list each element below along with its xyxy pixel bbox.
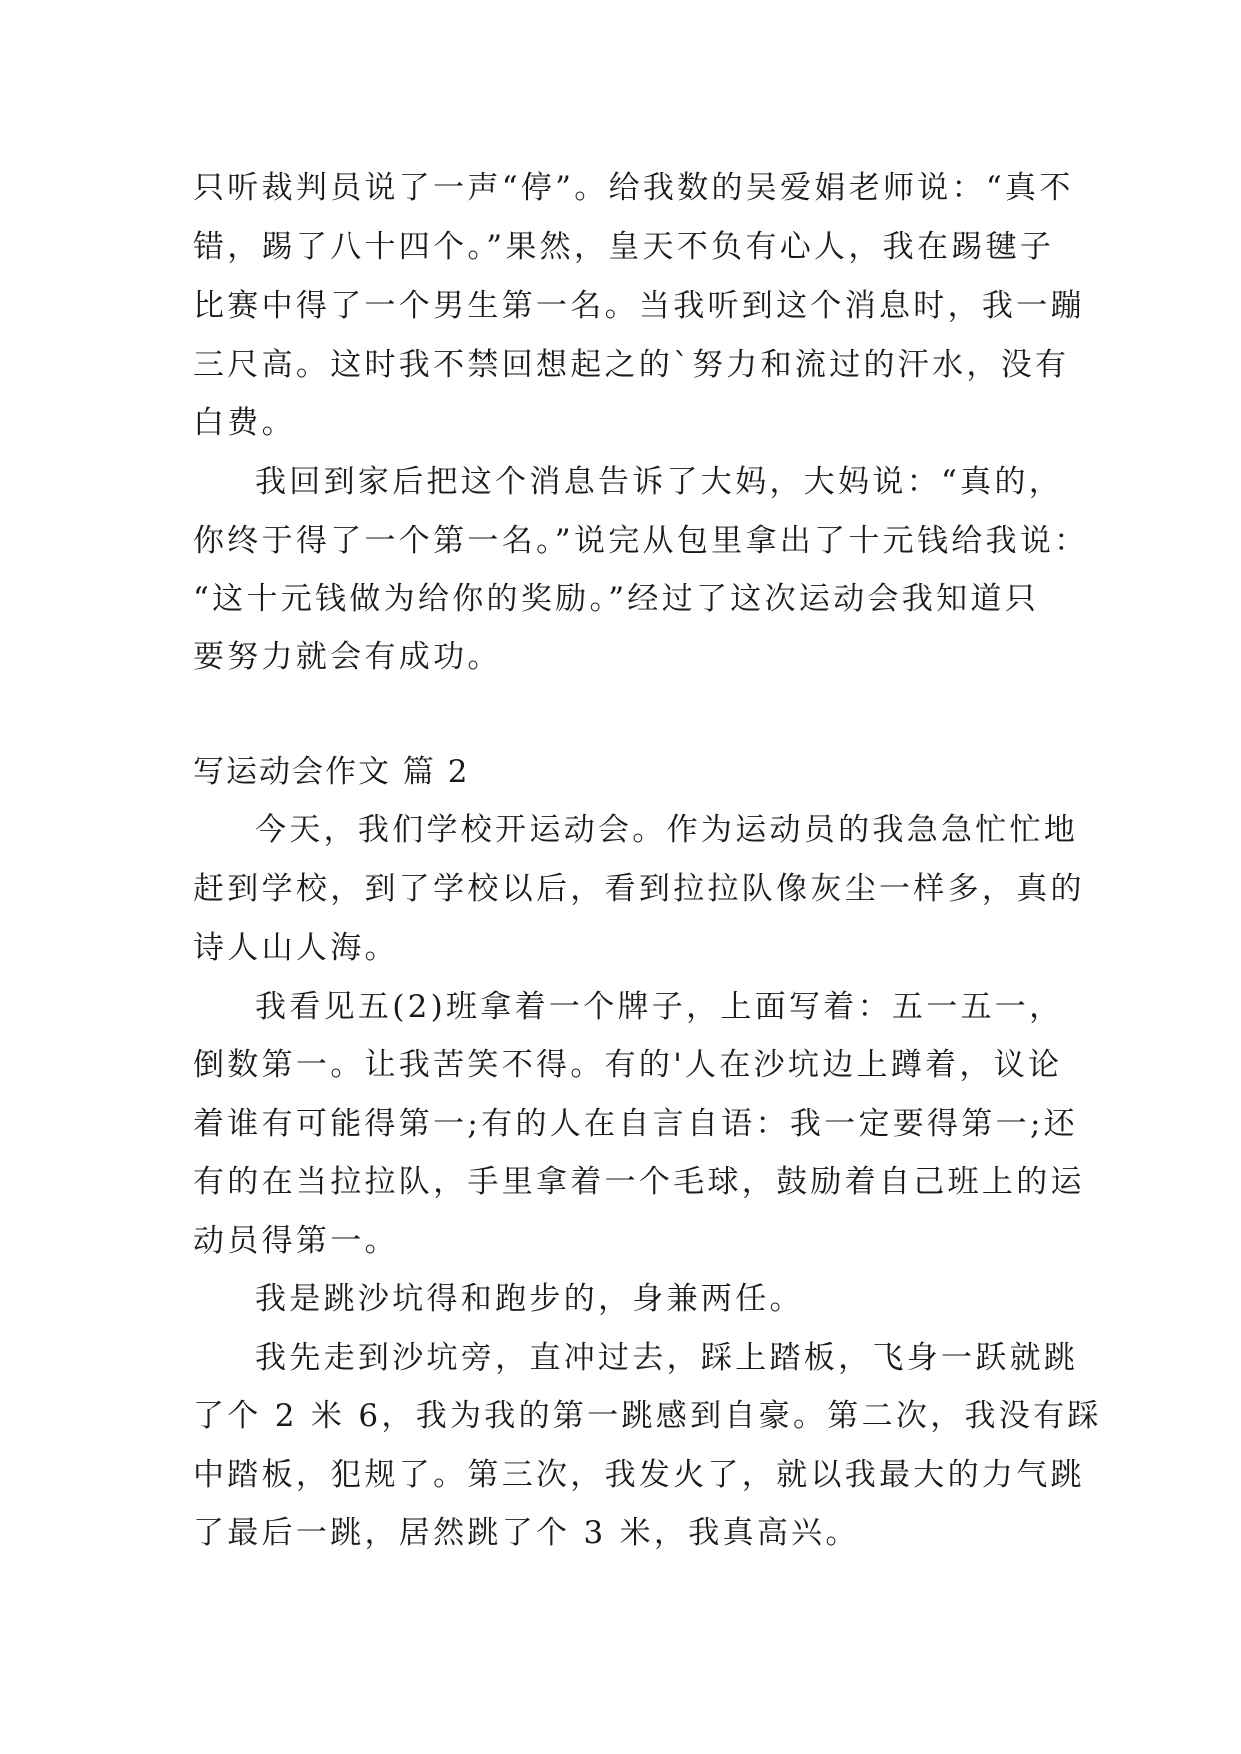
text-line: 白费。	[193, 405, 296, 441]
section-heading: 写运动会作文 篇 2	[193, 754, 470, 790]
text-line: 赶到学校，到了学校以后，看到拉拉队像灰尘一样多，真的	[193, 871, 1085, 907]
text-line: 三尺高。这时我不禁回想起之的`努力和流过的汗水，没有	[193, 347, 1070, 383]
text-line: 倒数第一。让我苦笑不得。有的'人在沙坑边上蹲着，议论	[193, 1047, 1063, 1083]
text-line: “这十元钱做为给你的奖励。”经过了这次运动会我知道只	[193, 581, 1039, 617]
text-line: 着谁有可能得第一;有的人在自言自语：我一定要得第一;还	[193, 1106, 1078, 1142]
paragraph-first-line: 今天，我们学校开运动会。作为运动员的我急急忙忙地	[255, 812, 1079, 848]
paragraph-first-line: 我先走到沙坑旁，直冲过去，踩上踏板，飞身一跃就跳	[255, 1340, 1079, 1376]
text-line: 中踏板，犯规了。第三次，我发火了，就以我最大的力气跳	[193, 1457, 1085, 1493]
text-line: 比赛中得了一个男生第一名。当我听到这个消息时，我一蹦	[193, 288, 1085, 324]
text-line: 错，踢了八十四个。”果然，皇天不负有心人，我在踢毽子	[193, 229, 1055, 265]
text-line: 要努力就会有成功。	[193, 639, 502, 675]
text-line: 了最后一跳，居然跳了个 3 米，我真高兴。	[193, 1515, 860, 1551]
text-line: 只听裁判员说了一声“停”。给我数的吴爱娟老师说：“真不	[193, 170, 1074, 206]
paragraph-first-line: 我是跳沙坑得和跑步的，身兼两任。	[255, 1281, 804, 1317]
text-line: 诗人山人海。	[193, 930, 399, 966]
text-line: 你终于得了一个第一名。”说完从包里拿出了十元钱给我说：	[193, 523, 1089, 559]
text-line: 有的在当拉拉队，手里拿着一个毛球，鼓励着自己班上的运	[193, 1164, 1085, 1200]
text-line: 动员得第一。	[193, 1223, 399, 1259]
paragraph-first-line: 我看见五(2)班拿着一个牌子，上面写着：五一五一，	[255, 989, 1064, 1025]
paragraph-first-line: 我回到家后把这个消息告诉了大妈，大妈说：“真的，	[255, 464, 1064, 500]
text-line: 了个 2 米 6，我为我的第一跳感到自豪。第二次，我没有踩	[193, 1398, 1102, 1434]
